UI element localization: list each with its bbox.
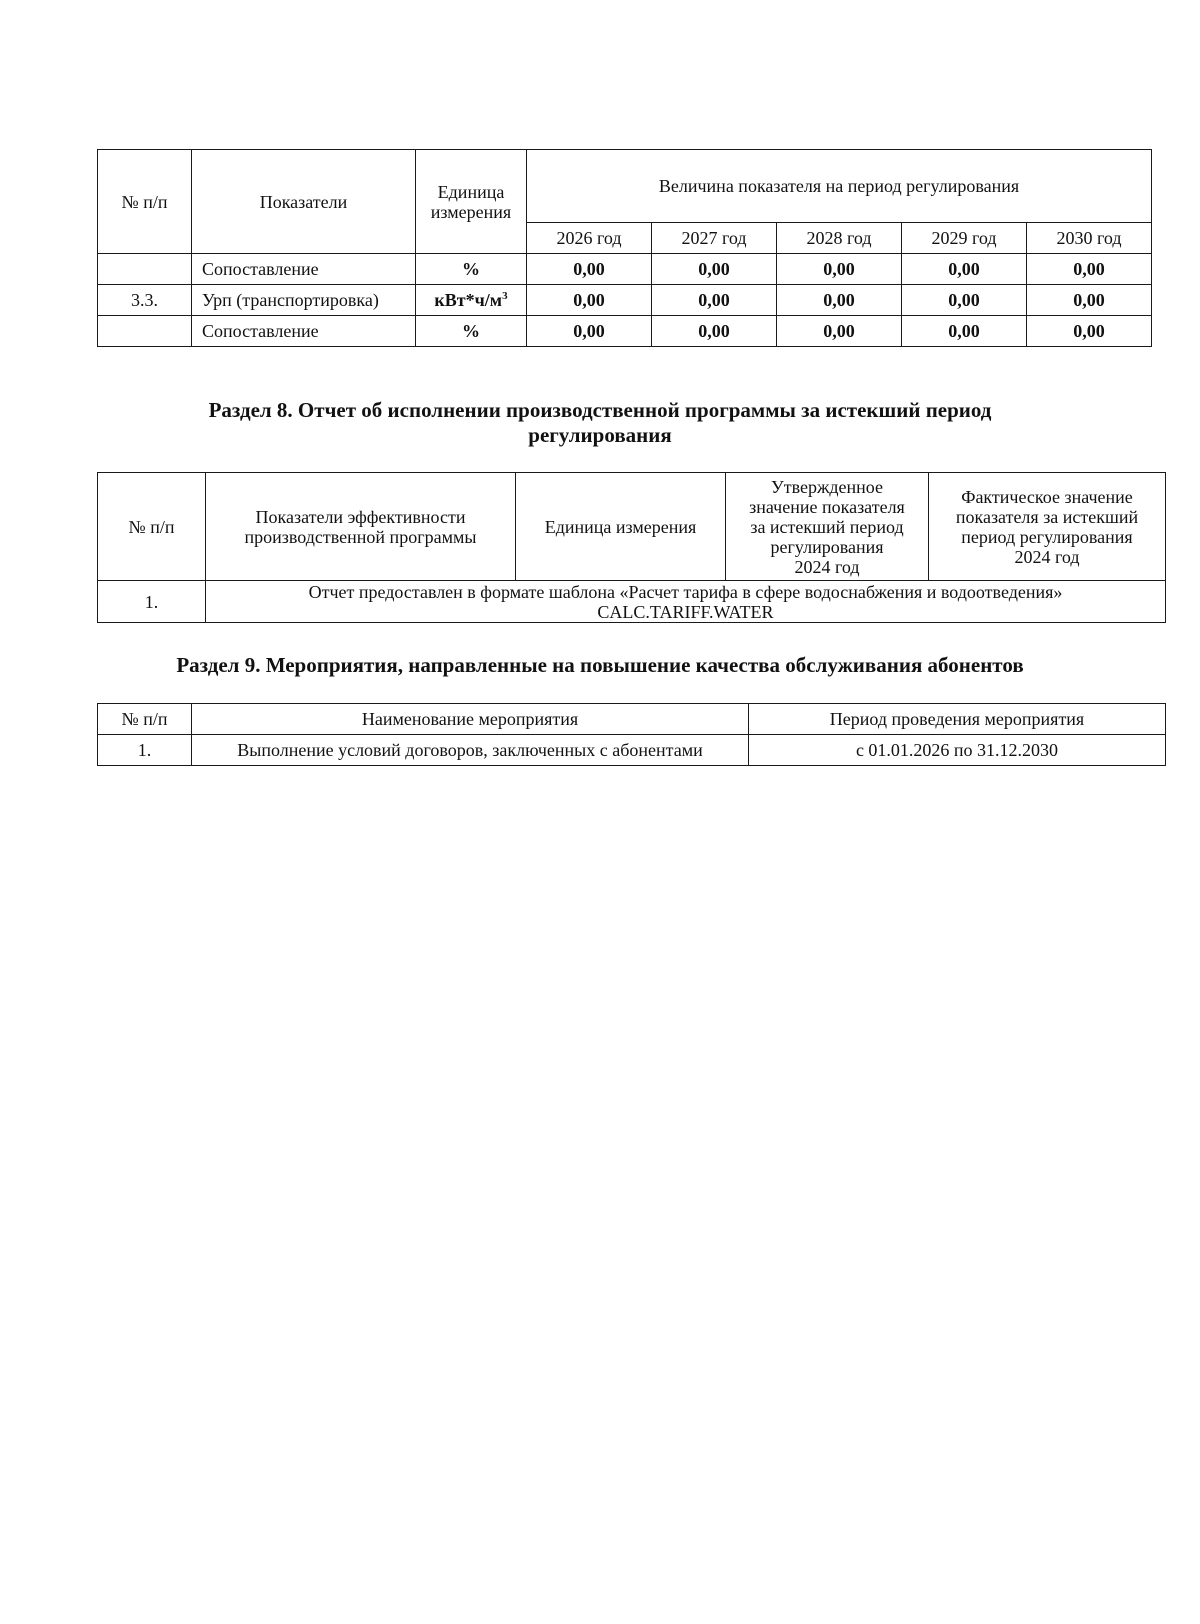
row-text-line2: CALC.TARIFF.WATER	[597, 601, 774, 622]
row-name: Сопоставление	[192, 316, 416, 347]
row-activity-period: с 01.01.2026 по 31.12.2030	[749, 735, 1166, 766]
row-value: 0,00	[902, 316, 1027, 347]
row-activity-name: Выполнение условий договоров, заключенных с абонентами	[192, 735, 749, 766]
section-8-title-line2: регулирования	[528, 423, 672, 447]
row-text	[206, 581, 1166, 623]
row-value: 0,00	[652, 254, 777, 285]
row-value: 0,00	[777, 316, 902, 347]
unit-superscript: 3	[502, 290, 508, 302]
row-value: 0,00	[527, 254, 652, 285]
row-value: 0,00	[652, 285, 777, 316]
row-name: Сопоставление	[192, 254, 416, 285]
header-unit: Единица измерения	[516, 473, 726, 581]
header-indicators: Показатели эффективности производственной программы	[206, 473, 516, 581]
row-value: 0,00	[777, 254, 902, 285]
section-8-title-line1: Раздел 8. Отчет об исполнении производственной программы за истекший период	[208, 398, 992, 422]
table-row	[98, 285, 1152, 316]
row-num	[98, 316, 192, 347]
header-year: 2030 год	[1027, 223, 1152, 254]
row-num: 1.	[98, 735, 192, 766]
row-value: 0,00	[1027, 316, 1152, 347]
table-row	[98, 735, 1166, 766]
row-num	[98, 254, 192, 285]
header-num: № п/п	[98, 704, 192, 735]
row-unit: %	[416, 316, 527, 347]
header-actual-value: Фактическое значение показателя за истекший период регулирования 2024 год	[929, 473, 1166, 581]
row-value: 0,00	[1027, 254, 1152, 285]
header-activity-period: Период проведения мероприятия	[749, 704, 1166, 735]
row-value: 0,00	[777, 285, 902, 316]
header-indicators: Показатели	[192, 150, 416, 254]
header-activity-name: Наименование мероприятия	[192, 704, 749, 735]
indicators-table	[97, 149, 1152, 347]
table-row	[98, 581, 1166, 623]
header-approved-value: Утвержденное значение показателя за истекший период регулирования 2024 год	[726, 473, 929, 581]
unit-base: кВт*ч/м	[434, 290, 503, 310]
table-row	[98, 254, 1152, 285]
activities-table	[97, 703, 1166, 766]
header-unit: Единица измерения	[416, 150, 527, 254]
row-unit: %	[416, 254, 527, 285]
row-text-line1: Отчет предоставлен в формате шаблона «Расчет тарифа в сфере водоснабжения и водоотведения»	[308, 581, 1063, 602]
row-value: 0,00	[1027, 285, 1152, 316]
section-9-title: Раздел 9. Мероприятия, направленные на повышение качества обслуживания абонентов	[176, 653, 1024, 677]
row-value: 0,00	[652, 316, 777, 347]
section-8-title	[0, 398, 1200, 448]
row-value: 0,00	[527, 316, 652, 347]
row-value: 0,00	[527, 285, 652, 316]
header-num: № п/п	[98, 473, 206, 581]
row-value: 0,00	[902, 285, 1027, 316]
row-num: 1.	[98, 581, 206, 623]
row-num: 3.3.	[98, 285, 192, 316]
production-report-table	[97, 472, 1166, 623]
header-year: 2029 год	[902, 223, 1027, 254]
row-name: Урп (транспортировка)	[192, 285, 416, 316]
row-value: 0,00	[902, 254, 1027, 285]
header-year: 2027 год	[652, 223, 777, 254]
table-row	[98, 316, 1152, 347]
header-period: Величина показателя на период регулирования	[527, 150, 1152, 223]
header-num: № п/п	[98, 150, 192, 254]
header-year: 2026 год	[527, 223, 652, 254]
header-year: 2028 год	[777, 223, 902, 254]
row-unit	[416, 285, 527, 316]
